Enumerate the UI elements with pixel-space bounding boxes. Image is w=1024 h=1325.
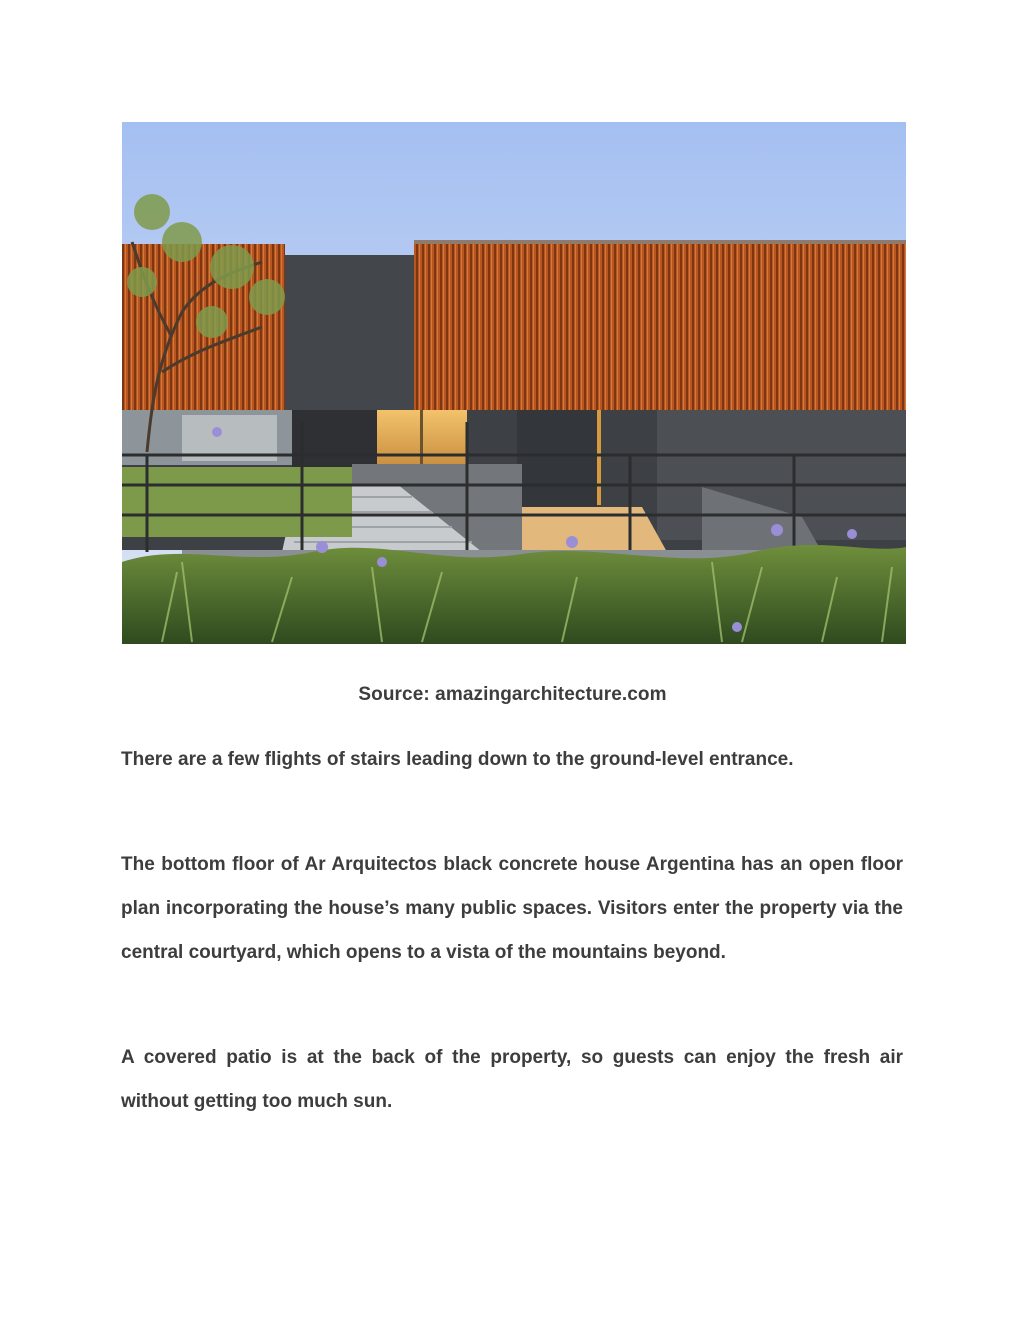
paragraph-stairs: There are a few flights of stairs leading down to the ground-level entrance.: [121, 749, 794, 770]
house-illustration: [122, 122, 906, 644]
paragraph-floor-plan: The bottom floor of Ar Arquitectos black concrete house Argentina has an open floor plan incorporating the house’s many public spaces. Visitors enter the property via the central courtyard, which opens to a vista of the mountains beyond.: [121, 854, 903, 963]
garden: [122, 545, 906, 644]
image-caption: Source: amazingarchitecture.com: [358, 684, 667, 705]
wood-cladding-right: [414, 242, 906, 412]
paragraph-patio: A covered patio is at the back of the property, so guests can enjoy the fresh air without getting too much sun.: [121, 1047, 903, 1112]
house-photo: [122, 122, 906, 644]
